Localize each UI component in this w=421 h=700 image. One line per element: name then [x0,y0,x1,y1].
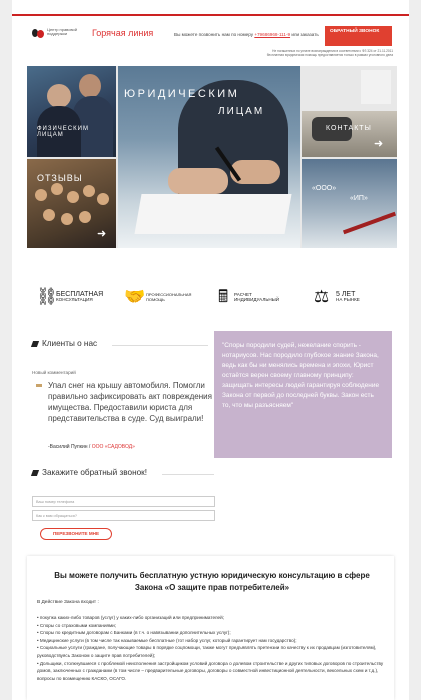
top-accent-line [12,14,409,16]
tile-main-label-1: ЮРИДИЧЕСКИМ [124,88,240,100]
hotline-title: Горячая линия [92,28,154,38]
legal-line-2: бесплатная юридическая помощь предоставляется только в рамках уголовного дела [266,53,393,57]
feature-line-1: ПРОФЕССИОНАЛЬНАЯ [146,292,192,297]
tile-contacts[interactable] [302,111,397,157]
feature-individual-calc [218,285,298,315]
feature-line-1: РАСЧЕТ [234,292,252,297]
arrow-right-icon[interactable]: ➜ [374,138,384,150]
photo-crowd-face [51,183,63,195]
photo-pen [343,212,396,235]
consultation-info [27,556,394,700]
photo-crowd-face [43,209,55,221]
phone-link[interactable]: +79686968-111-9 [254,32,291,37]
tile-ip-label: «ИП» [350,195,368,202]
legal-line-1: Не погашенных по уплате вознаграждения в соответствии с ФЗ 324 от 21.11.2011 [272,49,393,53]
feature-text [56,292,103,302]
list-item: • Социальные услуги (граждане, получающие товары в порядке соцпомощи, также могут предъявлять претензии по качеству к их продавцам (изготовителям), руководствуясь Законом о защите прав потребителей); [37,644,387,659]
tile-physical-label: ФИЗИЧЕСКИМ ЛИЦАМ [37,126,89,138]
photo-person [47,84,71,108]
feature-text [146,292,191,302]
reviewer-org[interactable]: ООО «САДОВОД» [91,444,135,450]
logo-text[interactable]: Центр правовой поддержки [47,27,78,37]
logo-icon[interactable] [32,29,44,39]
section-divider [162,474,214,475]
list-item: • покупка каких-либо товаров (услуг) у каких-либо организаций или предпринимателей; [37,614,387,622]
callback-button[interactable]: ОБРАТНЫЙ ЗВОНОК [325,26,392,46]
reviewer-separator: / [88,444,91,450]
judge-icon: ⚖ [314,287,330,306]
photo-crowd-face [97,193,109,205]
review-text: Упал снег на крышу автомобиля. Помогли правильно зафиксировать акт повреждения имущества. Предоставили юриста для представительства в суде. Суд выиграли! [48,381,212,423]
tile-ooo-ip[interactable] [302,159,397,248]
call-suffix: или заказать [291,32,319,37]
features-row [12,285,409,315]
photo-crowd-face [35,189,47,201]
list-item: • Дольщики, столкнувшиеся с проблемой неисполнения застройщиком условий договора о долевом строительстве и других типовых договоров по строительству домов, заключенных с гражданами (в том числе – предварительные договоры, договоры о совместной инвестиционной деятельности, вексельных схем и т.д.), вопросы по возмещению КАСКО, ОСАГО. [37,660,387,683]
feature-text [336,292,360,302]
page [12,0,409,700]
legal-note [173,49,393,57]
list-item: • Медицинские услуги (в том числе так называемые бесплатные (тот набор услуг, который гарантирует нам государство); [37,637,387,645]
clients-title-text: Клиенты о нас [42,339,98,348]
photo-crowd-face [83,185,95,197]
feature-text [234,292,279,302]
photo-crowd-face [67,191,79,203]
section-divider [112,345,208,346]
call-me-button[interactable]: ПЕРЕЗВОНИТЕ МНЕ [40,528,112,540]
hero-tiles [27,66,397,248]
tile-ooo-label: «ООО» [312,185,337,192]
clients-section-title [32,339,97,348]
name-input[interactable] [32,510,215,521]
call-prefix: Вы можете позвонить нам по номеру [174,32,254,37]
feature-line-2: КОНСУЛЬТАЦИЯ [56,297,93,302]
tile-physical-persons[interactable] [27,66,116,157]
tile-reviews-label: ОТЗЫВЫ [37,173,83,183]
section-marker-icon [31,470,39,476]
feature-free-consultation [36,285,106,315]
consultation-title: Вы можете получить бесплатную устную юридическую консультацию в сфере Закона «О защите прав потребителей» [54,571,370,592]
arrow-right-icon[interactable]: ➜ [97,228,107,240]
consultation-intro: В Действие Закона входит : [37,600,99,605]
photo-person [79,74,101,98]
quote-icon [36,384,42,387]
quote-box: "Споры породили судей, нежелание спорить - нотариусов. Нас породило глубокое знание Закона, ведь как бы ни менялись времена и эпохи, Юрист остаётся верен своему главному принципу: защищать интересы людей гарантируя соблюдение Закона от первой до последней буквы. Закон есть то, что мы разъясняем" [214,331,392,458]
feature-five-years [314,285,389,315]
list-item: • Споры со страховыми компаниями; [37,622,387,630]
tile-main-label-2: ЛИЦАМ [218,106,265,117]
feature-line-2: НА РЫНКЕ [336,297,360,302]
handcuffs-icon: ⛓ [36,287,58,306]
reviewer-name: -Василий Пупкин [48,444,88,450]
photo-crowd-face [79,211,91,223]
handshake-icon: 🤝 [124,287,146,306]
photo-hand [168,168,228,194]
header [12,18,409,62]
feature-professional-help [124,285,204,315]
section-marker-icon [31,341,39,347]
list-item: • Споры по кредитным договорам с Банками (в т.ч. о навязывании дополнительных услуг); [37,629,387,637]
new-comment-label[interactable]: Новый комментарий [32,370,76,375]
feature-line-2: ПОМОЩЬ [146,297,165,302]
reviewer [48,444,135,450]
calculator-icon: 🖩 [218,287,229,306]
deco-block [361,70,391,104]
tile-contacts-label: КОНТАКТЫ [326,125,372,132]
feature-line-1: 5 ЛЕТ [336,291,356,298]
call-info [174,32,319,37]
feature-line-1: БЕСПЛАТНАЯ [56,291,104,298]
photo-document [134,194,291,234]
callback-title-text: Закажите обратный звонок! [42,468,148,477]
tile-legal-entities[interactable] [118,66,300,248]
consultation-list [37,614,387,682]
feature-line-2: ИНДИВИДУАЛЬНЫЙ [234,297,280,302]
phone-input[interactable] [32,496,215,507]
callback-section-title [32,468,147,477]
photo-crowd-face [61,213,73,225]
tile-reviews[interactable] [27,159,116,248]
